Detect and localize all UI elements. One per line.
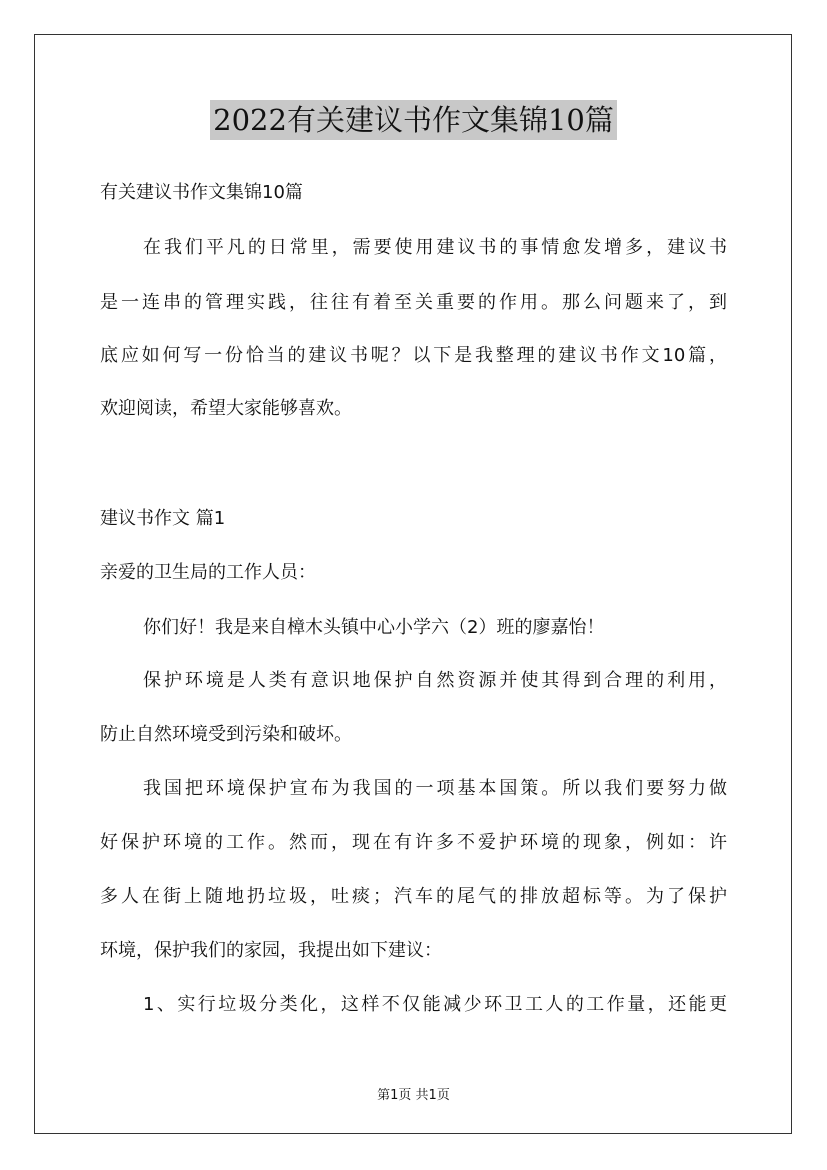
body-line-6: 多人在街上随地扔垃圾，吐痰；汽车的尾气的排放超标等。为了保护	[100, 886, 727, 907]
body-line-4: 我国把环境保护宣布为我国的一项基本国策。所以我们要努力做	[143, 778, 727, 799]
body-line-2: 保护环境是人类有意识地保护自然资源并使其得到合理的利用，	[143, 670, 727, 691]
page-footer: 第1页 共1页	[377, 1088, 450, 1103]
document-title: 2022有关建议书作文集锦10篇	[210, 100, 617, 140]
section-heading: 建议书作文 篇1	[100, 508, 226, 529]
body-line-1: 你们好！我是来自樟木头镇中心小学六（2）班的廖嘉怡！	[143, 617, 605, 638]
intro-line-4: 欢迎阅读，希望大家能够喜欢。	[100, 398, 352, 419]
intro-line-1: 在我们平凡的日常里，需要使用建议书的事情愈发增多，建议书	[143, 237, 727, 258]
intro-line-2: 是一连串的管理实践，往往有着至关重要的作用。那么问题来了，到	[100, 292, 727, 313]
document-subtitle: 有关建议书作文集锦10篇	[100, 182, 303, 203]
body-line-8: 1、实行垃圾分类化，这样不仅能减少环卫工人的工作量，还能更	[143, 994, 727, 1015]
salutation: 亲爱的卫生局的工作人员：	[100, 562, 316, 583]
body-line-3: 防止自然环境受到污染和破坏。	[100, 724, 352, 745]
title-container	[0, 100, 827, 140]
body-line-7: 环境，保护我们的家园，我提出如下建议：	[100, 940, 442, 961]
intro-line-3: 底应如何写一份恰当的建议书呢？以下是我整理的建议书作文10篇，	[100, 345, 727, 366]
body-line-5: 好保护环境的工作。然而，现在有许多不爱护环境的现象，例如：许	[100, 832, 727, 853]
